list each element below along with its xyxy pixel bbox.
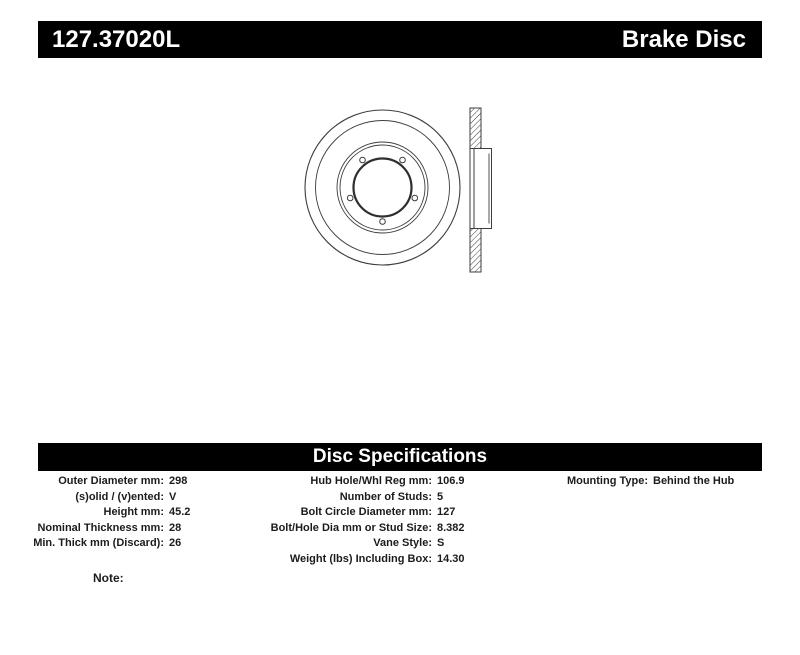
spec-label: Bolt/Hole Dia mm or Stud Size: [270, 521, 432, 534]
spec-row-bolt-hole-dia [270, 521, 465, 537]
spec-row-bolt-circle-diameter [270, 505, 465, 521]
spec-row-min-thickness [30, 536, 190, 552]
header-bar [38, 21, 762, 58]
spec-label: Height mm: [103, 506, 164, 518]
brake-disc-front-view-icon [305, 110, 460, 265]
spec-label: Vane Style: [373, 537, 432, 549]
spec-value: 45.2 [169, 506, 191, 518]
spec-value: 106.9 [437, 475, 465, 487]
note-label: Note: [93, 571, 124, 585]
product-type-title: Brake Disc [621, 25, 746, 53]
spec-value: 5 [437, 490, 444, 503]
spec-value: S [437, 537, 445, 549]
spec-label: Hub Hole/Whl Reg mm: [310, 475, 432, 487]
spec-label: Number of Studs: [339, 490, 432, 503]
spec-label: Outer Diameter mm: [58, 475, 164, 487]
spec-label: Weight (lbs) Including Box: [289, 552, 432, 565]
spec-value: 26 [169, 537, 182, 549]
spec-row-vane-style [270, 536, 465, 552]
spec-row-outer-diameter [30, 474, 190, 490]
spec-row-hub-hole [270, 474, 465, 490]
spec-label: (s)olid / (v)ented: [75, 490, 164, 503]
spec-column-middle [270, 474, 465, 567]
spec-row-mounting-type [545, 474, 734, 490]
spec-row-solid-vented [30, 490, 190, 506]
spec-value: V [169, 490, 177, 503]
spec-value: Behind the Hub [653, 475, 735, 487]
spec-value: 14.30 [437, 552, 465, 565]
part-number: 127.37020L [52, 25, 181, 53]
spec-section-title: Disc Specifications [312, 446, 488, 467]
spec-label: Min. Thick mm (Discard): [33, 537, 164, 549]
spec-row-nominal-thickness [30, 521, 190, 537]
technical-drawing [290, 100, 505, 280]
spec-row-number-of-studs [270, 490, 465, 506]
spec-value: 28 [169, 521, 182, 534]
spec-label: Mounting Type: [566, 475, 648, 487]
spec-section-header [38, 443, 762, 471]
spec-value: 8.382 [437, 521, 465, 534]
spec-row-height [30, 505, 190, 521]
spec-value: 298 [169, 475, 188, 487]
spec-label: Nominal Thickness mm: [37, 521, 164, 534]
spec-column-right [545, 474, 734, 490]
brake-disc-side-section-icon [470, 108, 492, 272]
spec-value: 127 [437, 506, 456, 518]
spec-column-left [30, 474, 190, 552]
spec-row-weight [270, 552, 465, 568]
spec-label: Bolt Circle Diameter mm: [300, 506, 432, 518]
